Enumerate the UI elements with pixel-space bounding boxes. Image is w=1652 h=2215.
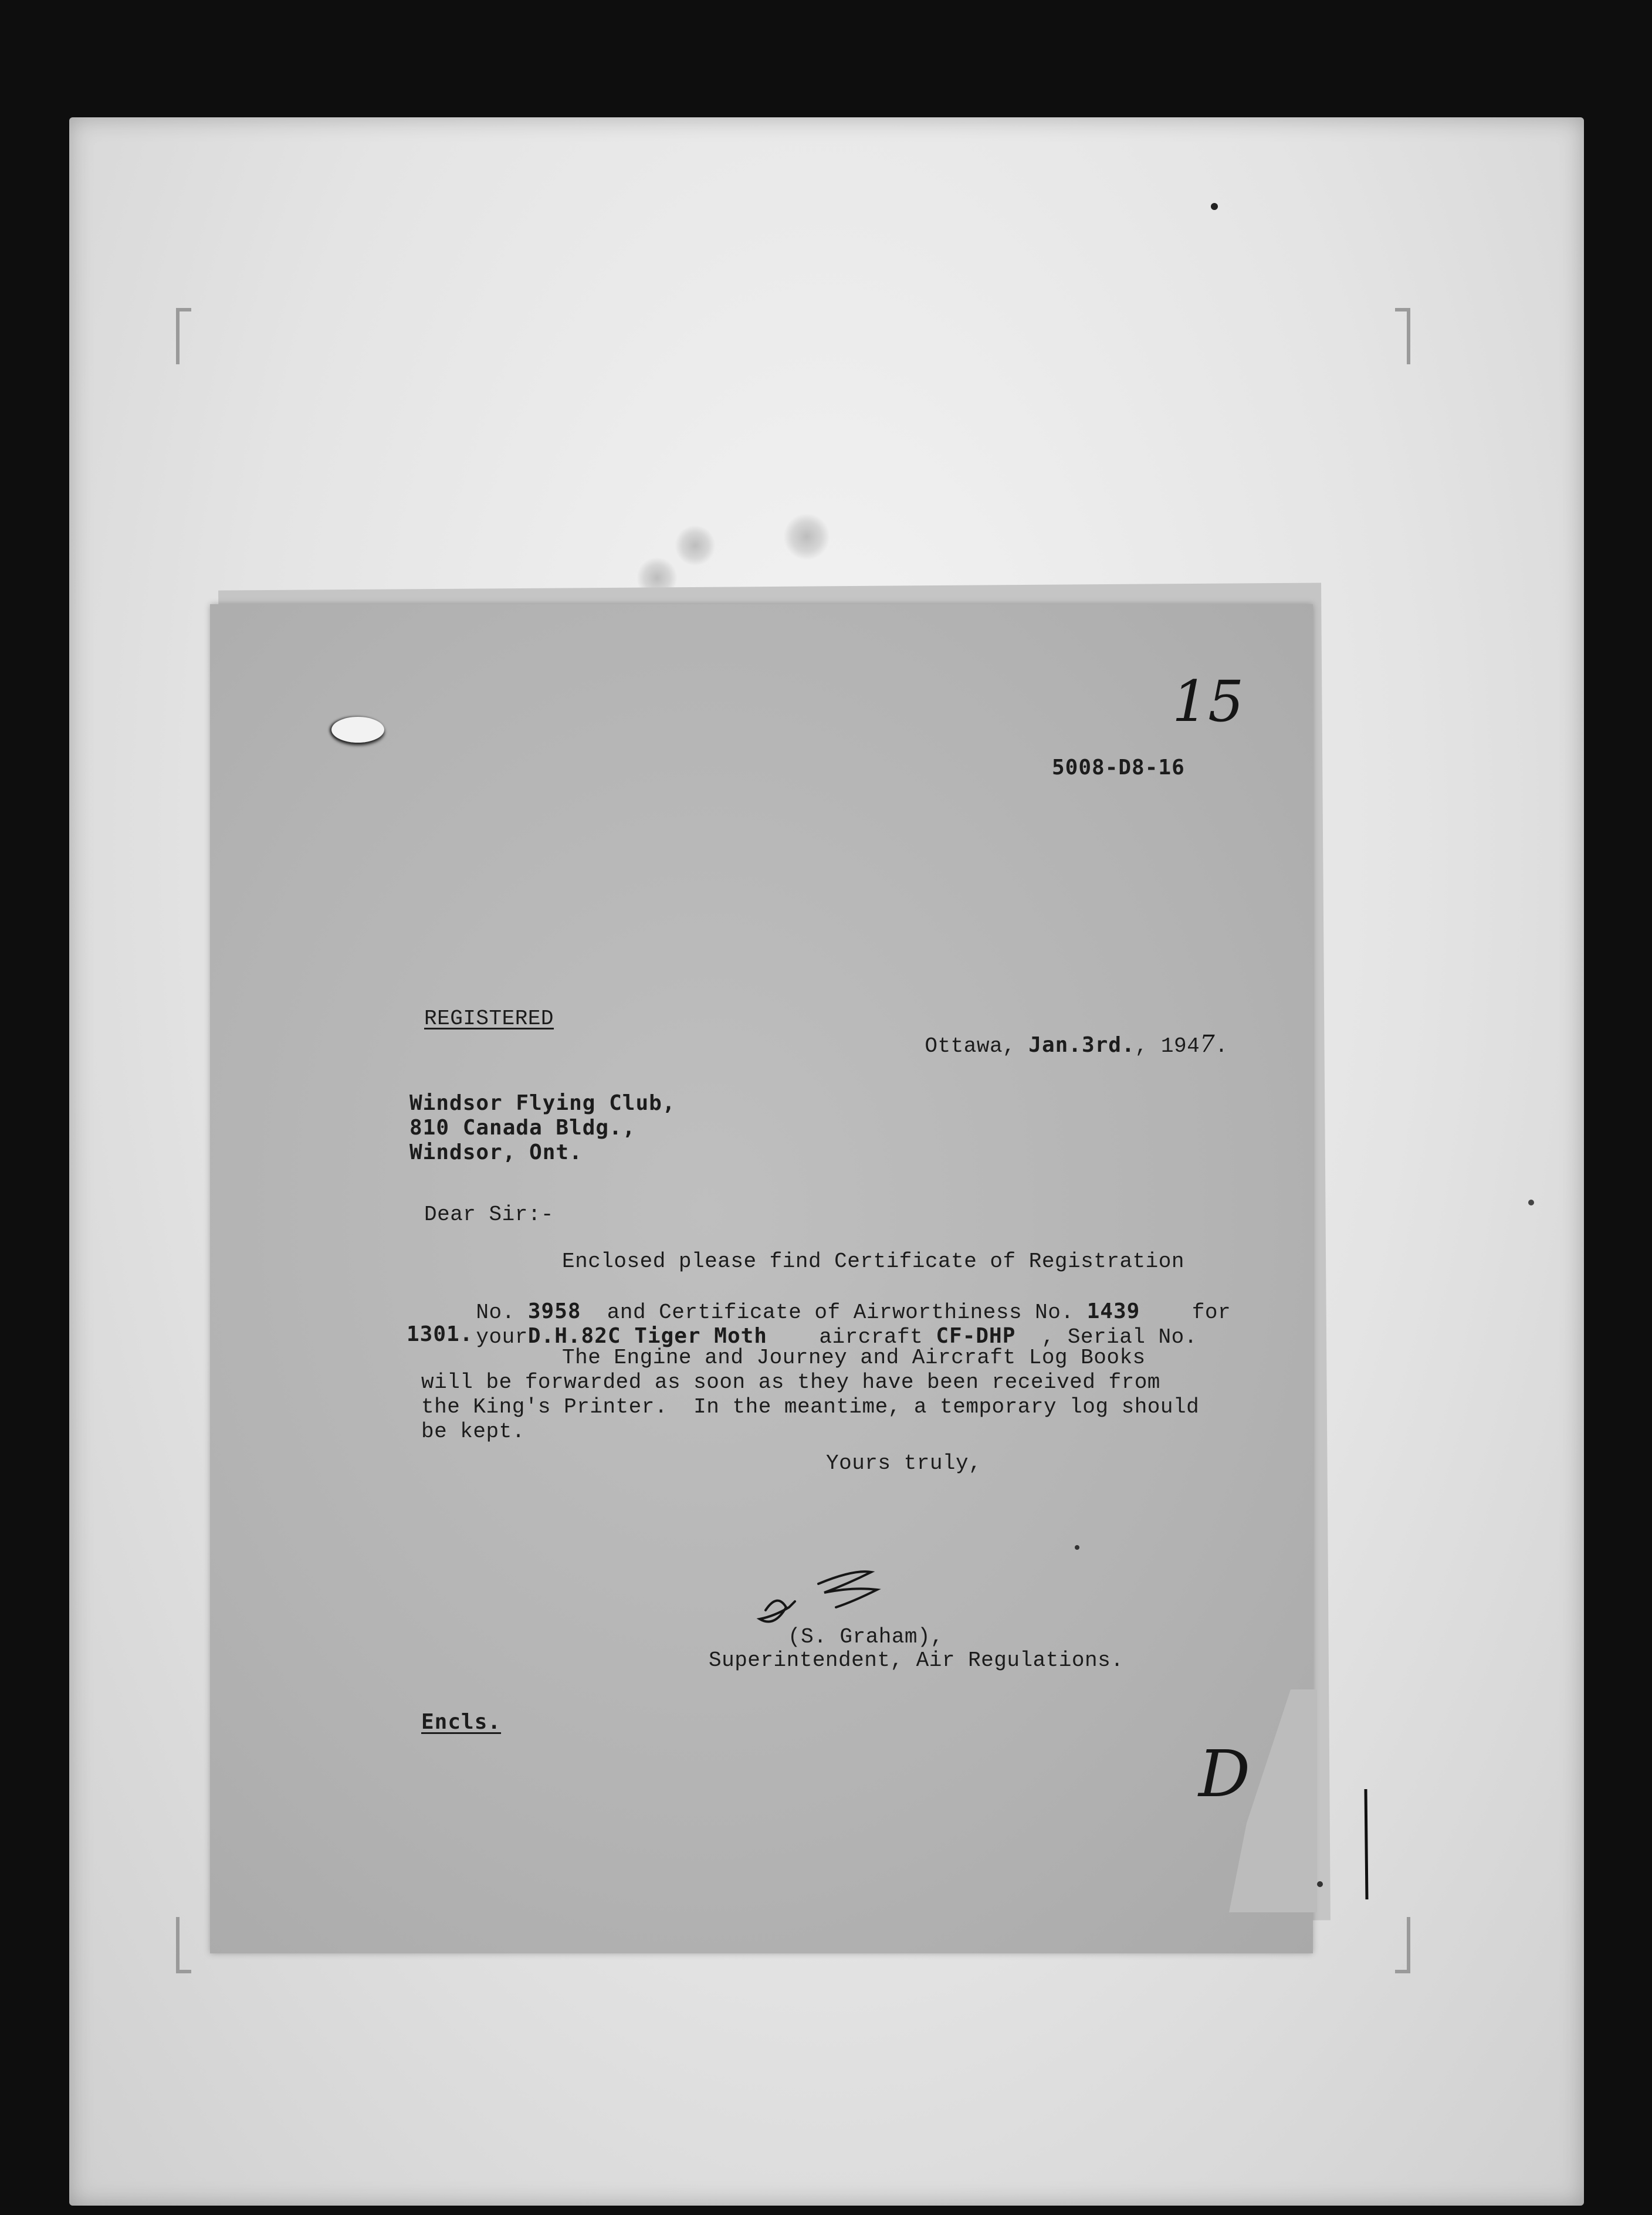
letter-date: Jan.3rd.	[1028, 1033, 1135, 1057]
speck	[1075, 1545, 1079, 1550]
aircraft-text: aircraft	[819, 1325, 923, 1349]
aircraft-type: D.H.82C Tiger Moth	[527, 1324, 767, 1348]
margin-line	[1366, 1789, 1367, 1899]
year-separator: , 194	[1135, 1034, 1200, 1058]
speck	[1317, 1881, 1323, 1887]
serial-text: , Serial No.	[1041, 1325, 1197, 1349]
signatory-title: Superintendent, Air Regulations.	[709, 1648, 1124, 1672]
your-text: your	[476, 1325, 528, 1349]
serial-number: 1301.	[407, 1322, 473, 1346]
registered-label: REGISTERED	[424, 1007, 554, 1031]
handwritten-year-digit: 7	[1200, 1031, 1216, 1058]
place: Ottawa,	[925, 1034, 1016, 1058]
signatory-name: (S. Graham),	[788, 1625, 944, 1649]
for-text: for	[1191, 1300, 1231, 1325]
handwritten-margin-mark: D	[1199, 1736, 1251, 1811]
speck	[1211, 203, 1218, 210]
no-prefix: No.	[476, 1300, 515, 1325]
enclosures-label: Encls.	[421, 1710, 502, 1734]
handwritten-page-number: 15	[1172, 669, 1244, 734]
signature	[760, 1572, 877, 1621]
file-reference: 5008-D8-16	[1052, 756, 1185, 780]
para2-line-3: the King's Printer. In the meantime, a temporary log should	[421, 1395, 1200, 1419]
addressee-line-1: Windsor Flying Club,	[409, 1091, 676, 1115]
salutation: Dear Sir:-	[424, 1203, 554, 1227]
para2-line-4: be kept.	[421, 1420, 525, 1444]
speck	[1528, 1200, 1534, 1205]
aircraft-registration: CF-DHP	[936, 1324, 1016, 1348]
body-line-1: Enclosed please find Certificate of Registration	[562, 1249, 1184, 1274]
date-end: .	[1215, 1034, 1228, 1058]
para2-line-2: will be forwarded as soon as they have been received from	[421, 1370, 1160, 1394]
airworthiness-text: and Certificate of Airworthiness No.	[607, 1300, 1074, 1325]
registration-number: 3958	[527, 1299, 581, 1323]
para2-line-1: The Engine and Journey and Aircraft Log Books	[562, 1346, 1146, 1370]
addressee-line-3: Windsor, Ont.	[409, 1140, 583, 1164]
airworthiness-number: 1439	[1086, 1299, 1140, 1323]
addressee-line-2: 810 Canada Bldg.,	[409, 1116, 636, 1140]
closing: Yours truly,	[826, 1451, 982, 1475]
